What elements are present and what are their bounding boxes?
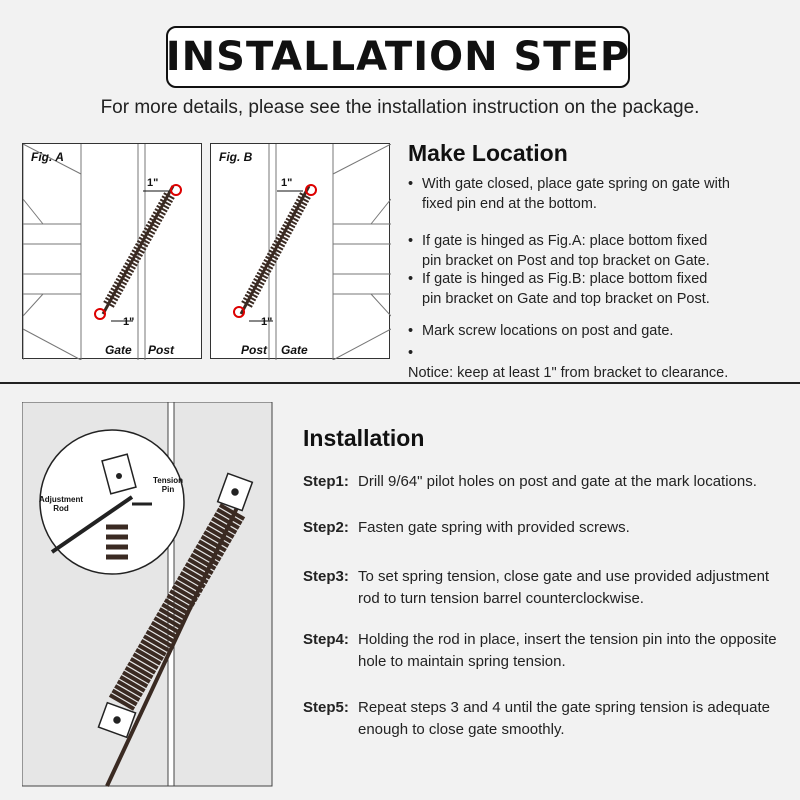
step-4-label: Step4: xyxy=(303,631,349,648)
make-location-title: Make Location xyxy=(408,140,568,166)
step-3 xyxy=(303,566,783,612)
figure-b-right-word: Gate xyxy=(281,343,308,357)
figure-b-dim-bottom: 1" xyxy=(261,316,273,328)
bullet-4: • Mark screw locations on post and gate. xyxy=(408,323,674,339)
subtitle: For more details, please see the installation instruction on the package. xyxy=(100,97,700,118)
bullet-5: •Notice: keep at least 1" from bracket to clearance. xyxy=(408,345,729,381)
step-1 xyxy=(303,471,783,495)
bullet-3: • If gate is hinged as Fig.B: place bottom fixed pin bracket on Gate and top bracket on Post. xyxy=(408,271,710,307)
step-2-text: Fasten gate spring with provided screws. xyxy=(358,519,630,536)
step-5 xyxy=(303,697,783,743)
page-title: INSTALLATION STEP xyxy=(165,34,631,80)
figure-a-left-word: Gate xyxy=(105,343,132,357)
title-box xyxy=(166,26,630,88)
installation-illustration xyxy=(22,402,274,788)
step-5-label: Step5: xyxy=(303,699,349,716)
figure-a-label: Fig. A xyxy=(31,150,64,164)
step-4 xyxy=(303,629,783,675)
figure-b xyxy=(210,143,390,359)
step-1-text: Drill 9/64" pilot holes on post and gate at the mark locations. xyxy=(358,473,757,490)
figure-a-drawing xyxy=(23,144,203,360)
step-2 xyxy=(303,517,783,541)
figure-a-dim-top: 1" xyxy=(147,177,159,189)
figure-b-left-word: Post xyxy=(241,343,268,357)
step-2-label: Step2: xyxy=(303,519,349,536)
adjustment-rod-label: Adjustment Rod xyxy=(39,495,83,513)
step-3-text: To set spring tension, close gate and use provided adjustment rod to turn tension barrel counterclockwise. xyxy=(358,568,770,607)
figure-b-drawing xyxy=(211,144,391,360)
step-4-text: Holding the rod in place, insert the tension pin into the opposite hole to maintain spring tension. xyxy=(358,631,777,670)
bullet-1: • With gate closed, place gate spring on gate with fixed pin end at the bottom. xyxy=(408,176,730,212)
figure-b-dim-top: 1" xyxy=(281,177,293,189)
figure-a-dim-bottom: 1" xyxy=(123,316,135,328)
figure-a xyxy=(22,143,202,359)
step-5-text: Repeat steps 3 and 4 until the gate spring tension is adequate enough to close gate smoothly. xyxy=(358,699,770,738)
installation-title: Installation xyxy=(303,425,425,451)
bullet-2: • If gate is hinged as Fig.A: place bottom fixed pin bracket on Post and top bracket on Gate. xyxy=(408,233,710,269)
section-divider xyxy=(0,382,800,384)
figure-a-right-word: Post xyxy=(148,343,175,357)
figure-b-label: Fig. B xyxy=(219,150,253,164)
tension-pin-label: Tension Pin xyxy=(152,476,184,494)
step-3-label: Step3: xyxy=(303,568,349,585)
step-1-label: Step1: xyxy=(303,473,349,490)
